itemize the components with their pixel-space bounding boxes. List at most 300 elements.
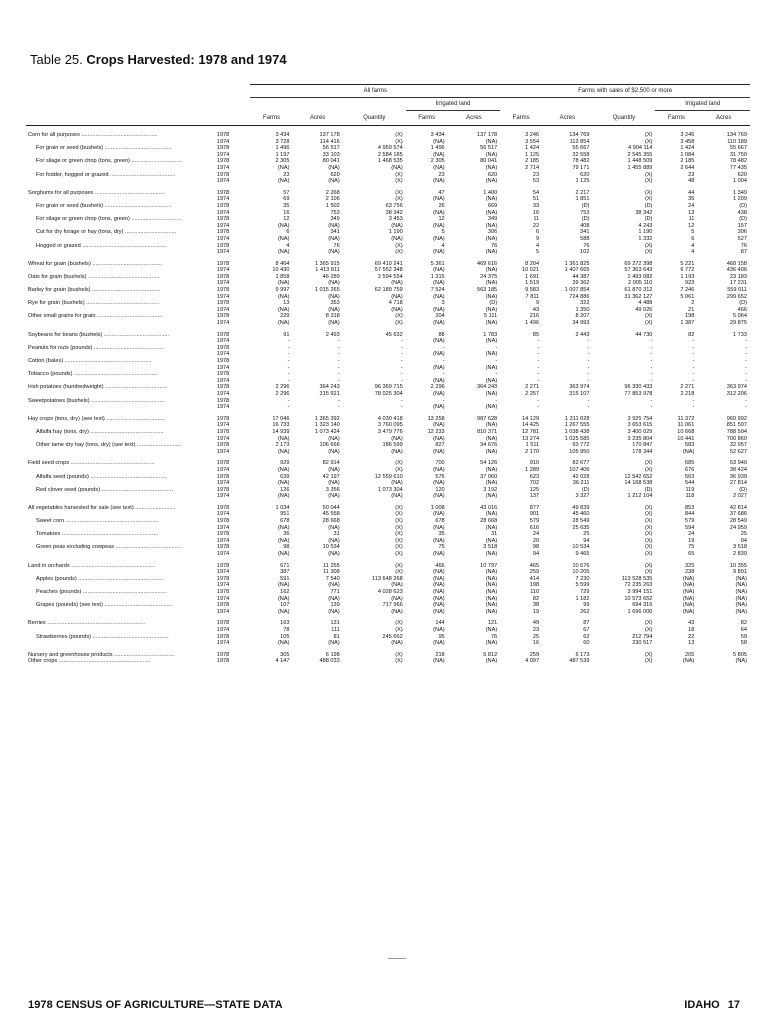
- table-cell: (X): [395, 242, 403, 249]
- table-cell: 72 235 263: [624, 582, 653, 589]
- table-cell: 1 424: [680, 145, 695, 152]
- table-cell: 10 534: [572, 544, 590, 551]
- row-year: 1978: [216, 428, 230, 435]
- table-cell: -: [400, 351, 403, 358]
- table-cell: (X): [395, 178, 403, 185]
- row-label-text: Apples (pounds) .......................................................: [36, 575, 164, 582]
- table-cell: 7 524: [430, 287, 445, 294]
- table-cell: (NA): [433, 390, 445, 397]
- row-label: [26, 436, 215, 443]
- table-cell: (NA): [328, 466, 340, 473]
- table-cell: 42 028: [572, 473, 590, 480]
- table-cell: 1 073 424: [314, 428, 340, 435]
- col-header: Farms: [500, 111, 542, 126]
- row-year: 1978: [216, 358, 230, 364]
- table-cell: 218: [435, 651, 445, 658]
- table-cell: -: [537, 371, 540, 378]
- table-cell: 99: [583, 602, 590, 609]
- table-cell: -: [650, 377, 653, 384]
- table-cell: 306: [737, 229, 747, 236]
- table-cell: -: [287, 371, 290, 378]
- table-cell: (NA): [485, 435, 498, 442]
- table-cell: 78 482: [572, 158, 590, 165]
- table-cell: (NA): [485, 589, 498, 595]
- table-cell: 91: [283, 331, 290, 338]
- table-cell: -: [495, 397, 498, 404]
- table-row: [26, 442, 750, 449]
- table-cell: 325: [685, 562, 695, 569]
- table-cell: 12 542 652: [624, 473, 653, 480]
- table-cell: 1 511: [525, 442, 540, 449]
- table-cell: 2 296: [275, 390, 290, 397]
- table-cell: 1 289: [525, 466, 540, 473]
- col-header: Acres: [697, 111, 750, 126]
- table-cell: 6: [691, 235, 695, 242]
- table-cell: 729: [580, 589, 590, 595]
- row-label: [26, 391, 215, 398]
- row-year: 1978: [216, 473, 230, 480]
- row-year: 1978: [216, 651, 230, 658]
- table-cell: 28 668: [480, 518, 498, 525]
- table-cell: -: [495, 344, 498, 351]
- table-cell: -: [442, 371, 445, 378]
- table-cell: (NA): [277, 582, 290, 589]
- table-cell: (NA): [433, 582, 445, 589]
- table-cell: 4 488: [638, 300, 653, 307]
- table-cell: (X): [644, 189, 653, 196]
- table-cell: (NA): [328, 537, 340, 544]
- table-cell: 671: [280, 562, 290, 569]
- table-cell: 1 468 535: [377, 158, 403, 165]
- table-cell: 2 493 082: [627, 273, 653, 280]
- table-cell: 487 539: [569, 658, 590, 665]
- row-year: 1978: [216, 397, 230, 404]
- table-cell: 162: [280, 589, 290, 595]
- table-cell: (NA): [433, 435, 445, 442]
- table-cell: 57: [283, 189, 290, 196]
- table-cell: (NA): [328, 249, 340, 256]
- table-cell: 436 406: [726, 267, 747, 274]
- table-cell: 10 205: [572, 569, 590, 576]
- table-cell: (NA): [277, 435, 290, 442]
- table-cell: (NA): [433, 589, 445, 595]
- table-row: [26, 243, 750, 250]
- table-cell: 753: [330, 209, 340, 216]
- row-year: 1974: [216, 569, 230, 576]
- row-year: 1974: [216, 377, 230, 384]
- table-cell: 205: [685, 651, 695, 658]
- table-cell: (D): [489, 300, 498, 307]
- table-cell: 1 496: [430, 145, 445, 152]
- row-label: [26, 236, 215, 243]
- table-cell: 26: [438, 202, 445, 209]
- row-year: 1978: [216, 460, 230, 467]
- table-cell: 408: [580, 222, 590, 229]
- table-cell: 414: [529, 575, 540, 582]
- table-cell: 2 305: [275, 158, 290, 165]
- table-row: [26, 327, 750, 339]
- table-cell: 3 246: [525, 132, 540, 138]
- table-cell: 56 517: [322, 145, 340, 152]
- table-cell: 62: [583, 633, 590, 640]
- table-cell: (X): [395, 531, 403, 538]
- table-row: [26, 518, 750, 525]
- table-cell: 3 434: [430, 132, 445, 138]
- table-cell: (NA): [328, 280, 340, 287]
- table-cell: 110 189: [727, 138, 747, 145]
- row-label: [26, 158, 215, 165]
- table-row: [26, 658, 750, 665]
- row-year: 1978: [216, 620, 230, 627]
- table-cell: 4: [691, 249, 695, 256]
- table-cell: -: [537, 351, 540, 358]
- table-cell: 23: [532, 171, 540, 178]
- table-cell: 80 041: [480, 158, 498, 165]
- table-cell: 80 041: [322, 158, 340, 165]
- table-cell: 341: [330, 229, 340, 236]
- table-cell: (D): [581, 216, 590, 223]
- row-label: [26, 531, 215, 538]
- row-year: 1974: [216, 178, 230, 185]
- table-row: [26, 172, 750, 179]
- row-label: [26, 345, 215, 352]
- table-row: [26, 455, 750, 467]
- table-cell: 2 005 110: [627, 280, 653, 287]
- table-cell: (NA): [485, 575, 498, 582]
- table-cell: 119: [685, 486, 695, 493]
- row-year: 1974: [216, 435, 230, 442]
- table-cell: (X): [395, 460, 403, 467]
- table-cell: (NA): [433, 178, 445, 185]
- row-label: [26, 615, 215, 627]
- table-cell: 35: [438, 531, 445, 538]
- table-cell: 1 332: [638, 235, 653, 242]
- table-cell: 639: [280, 473, 290, 480]
- table-cell: 3 356: [325, 486, 340, 493]
- row-year: 1974: [216, 595, 230, 602]
- table-cell: (NA): [485, 306, 498, 313]
- table-row: [26, 358, 750, 365]
- table-cell: 53 940: [729, 460, 747, 467]
- row-label: [26, 256, 215, 268]
- table-cell: 3 479 776: [377, 428, 403, 435]
- table-cell: 82: [688, 331, 695, 338]
- table-row: [26, 313, 750, 320]
- table-cell: 3 518: [483, 544, 498, 551]
- table-cell: 3 192: [483, 486, 498, 493]
- row-label: [26, 640, 215, 647]
- table-cell: -: [287, 377, 290, 384]
- table-cell: 620: [580, 171, 590, 178]
- table-cell: (NA): [391, 164, 403, 171]
- table-cell: (NA): [391, 640, 403, 647]
- table-cell: 1 349: [733, 189, 747, 196]
- row-label: [26, 500, 215, 512]
- row-year: 1978: [216, 589, 230, 595]
- table-row: [26, 474, 750, 481]
- table-cell: (NA): [485, 196, 498, 203]
- table-cell: (X): [644, 138, 653, 145]
- table-cell: 341: [580, 229, 590, 236]
- table-cell: (NA): [328, 235, 340, 242]
- row-label: [26, 474, 215, 481]
- table-cell: 1 733: [733, 331, 747, 338]
- table-cell: (X): [395, 537, 403, 544]
- table-cell: 1 125: [525, 151, 540, 158]
- row-year: 1978: [216, 158, 230, 165]
- table-cell: 57 552 348: [374, 267, 403, 274]
- table-cell: (NA): [433, 138, 445, 145]
- table-cell: 63 756: [385, 202, 403, 209]
- table-cell: 38 342: [385, 209, 403, 216]
- row-year: 1974: [216, 267, 230, 274]
- row-label: [26, 274, 215, 281]
- table-cell: 29 875: [729, 320, 747, 327]
- table-cell: 3 994 151: [627, 589, 653, 595]
- table-cell: 10 534: [322, 544, 340, 551]
- table-row: [26, 126, 750, 139]
- table-cell: 23: [438, 171, 445, 178]
- table-cell: 1 424: [525, 145, 540, 152]
- table-cell: (X): [644, 620, 653, 627]
- table-cell: -: [650, 338, 653, 345]
- table-row: [26, 185, 750, 197]
- table-cell: 2 185: [525, 158, 540, 165]
- row-year: 1974: [216, 493, 230, 500]
- table-cell: (NA): [433, 267, 445, 274]
- table-cell: 49 839: [572, 504, 590, 511]
- table-cell: 559 011: [727, 287, 747, 294]
- row-label: [26, 196, 215, 203]
- table-cell: 157: [737, 222, 747, 229]
- row-year: 1974: [216, 209, 230, 216]
- table-cell: (D): [644, 486, 653, 493]
- table-cell: 2 305: [430, 158, 445, 165]
- table-cell: 18: [688, 626, 695, 633]
- table-cell: 28 549: [572, 518, 590, 525]
- row-label-text: Grapes (pounds) (see text) ............................................: [36, 602, 173, 609]
- table-cell: 44: [688, 189, 695, 196]
- row-label: [26, 411, 215, 423]
- table-cell: 678: [435, 518, 445, 525]
- table-cell: 87: [583, 620, 590, 627]
- table-cell: (X): [644, 551, 653, 558]
- row-year: 1978: [216, 384, 230, 391]
- table-row: [26, 558, 750, 570]
- table-cell: (NA): [485, 351, 498, 358]
- table-cell: (NA): [391, 222, 403, 229]
- table-cell: (X): [395, 511, 403, 518]
- table-cell: 19: [532, 608, 540, 615]
- table-cell: -: [692, 364, 695, 371]
- table-cell: 82: [532, 595, 540, 602]
- row-year: 1974: [216, 351, 230, 358]
- table-cell: (NA): [328, 164, 340, 171]
- row-label: [26, 582, 215, 589]
- row-label: [26, 576, 215, 583]
- table-cell: (D): [739, 202, 747, 209]
- table-cell: 3 925 754: [627, 415, 653, 422]
- row-label: [26, 384, 215, 391]
- table-cell: 11 308: [323, 569, 340, 576]
- table-cell: 315 921: [319, 390, 340, 397]
- table-cell: (NA): [485, 537, 498, 544]
- table-cell: 3 458: [680, 138, 695, 145]
- table-cell: 1 311 028: [565, 415, 590, 422]
- table-cell: 230 517: [632, 640, 653, 647]
- table-cell: 12: [438, 216, 445, 223]
- table-cell: (NA): [328, 608, 340, 615]
- table-cell: -: [495, 358, 498, 364]
- row-label: [26, 455, 215, 467]
- row-label: [26, 596, 215, 603]
- table-cell: 16: [283, 209, 290, 216]
- table-cell: 5: [691, 229, 695, 236]
- table-cell: 2 185: [680, 158, 695, 165]
- table-cell: 2 545 355: [627, 151, 653, 158]
- table-cell: (NA): [277, 320, 290, 327]
- table-cell: 6: [536, 229, 540, 236]
- table-cell: 37 686: [729, 511, 747, 518]
- row-label-text: Rye for grain (bushels) ...............................................: [28, 300, 160, 307]
- row-year: 1974: [216, 196, 230, 203]
- table-cell: (X): [644, 466, 653, 473]
- table-cell: 2 296: [430, 384, 445, 391]
- table-cell: -: [745, 371, 747, 378]
- table-cell: 1 038 438: [564, 428, 590, 435]
- table-cell: 305: [280, 651, 290, 658]
- col-header: Farms: [250, 111, 292, 126]
- divider: [388, 958, 406, 959]
- row-label-text: Land in orchards ......................................................: [28, 562, 156, 569]
- table-cell: 468 158: [726, 260, 747, 267]
- row-label-text: Alfalfa seed (pounds) .................................................: [36, 473, 167, 480]
- table-cell: -: [337, 351, 340, 358]
- row-label: [26, 442, 215, 449]
- table-cell: -: [745, 344, 747, 351]
- table-cell: 591: [280, 575, 290, 582]
- table-cell: 37 060: [480, 473, 498, 480]
- table-cell: -: [745, 364, 747, 371]
- table-cell: -: [400, 358, 403, 364]
- table-cell: 45 558: [322, 511, 340, 518]
- table-cell: 3 760 095: [377, 422, 403, 429]
- table-cell: 55 667: [572, 145, 590, 152]
- table-row: [26, 487, 750, 494]
- table-cell: (X): [395, 171, 403, 178]
- table-row: [26, 596, 750, 603]
- table-cell: (NA): [433, 209, 445, 216]
- row-year: 1974: [216, 364, 230, 371]
- table-cell: (NA): [682, 602, 695, 609]
- table-cell: 465: [529, 562, 540, 569]
- table-cell: 3 728: [275, 138, 290, 145]
- table-cell: 951: [280, 511, 290, 518]
- table-cell: (NA): [735, 582, 747, 589]
- table-cell: 78: [283, 626, 290, 633]
- table-cell: (NA): [433, 351, 445, 358]
- table-cell: (X): [395, 518, 403, 525]
- table-cell: 23 183: [729, 273, 747, 280]
- table-cell: (NA): [735, 658, 747, 665]
- table-cell: 6 198: [325, 651, 340, 658]
- table-row: [26, 493, 750, 500]
- table-cell: 910: [529, 460, 540, 467]
- table-cell: (NA): [485, 448, 498, 455]
- table-cell: 5 111: [484, 313, 498, 320]
- table-cell: 4 718: [388, 300, 403, 307]
- table-cell: (NA): [433, 626, 445, 633]
- row-label: [26, 307, 215, 314]
- page-title: [30, 52, 287, 67]
- table-cell: (X): [395, 524, 403, 531]
- row-year: 1978: [216, 189, 230, 196]
- table-cell: 25: [532, 633, 540, 640]
- table-cell: 33 103: [322, 151, 340, 158]
- table-cell: 204: [435, 313, 445, 320]
- table-cell: 702: [529, 480, 540, 487]
- table-cell: (NA): [277, 293, 290, 300]
- table-cell: -: [287, 364, 290, 371]
- row-label: [26, 267, 215, 274]
- table-cell: (X): [644, 242, 653, 249]
- table-cell: (NA): [277, 280, 290, 287]
- row-year: 1978: [216, 202, 230, 209]
- footer-page-number: 17: [727, 999, 740, 1011]
- col-header: Acres: [542, 111, 592, 126]
- table-cell: 1 197: [275, 151, 290, 158]
- table-cell: (NA): [485, 222, 498, 229]
- table-cell: (D): [739, 300, 747, 307]
- table-cell: 4: [691, 242, 695, 249]
- table-cell: 2 584 185: [377, 151, 403, 158]
- row-label-text: For grain or seed (bushels) ...........................................: [36, 145, 172, 152]
- row-label: [26, 493, 215, 500]
- table-cell: (NA): [485, 626, 498, 633]
- table-cell: -: [442, 358, 445, 364]
- table-cell: 2 027: [733, 493, 747, 500]
- table-cell: 5 599: [575, 582, 590, 589]
- table-cell: (NA): [433, 320, 445, 327]
- table-cell: 1 004: [733, 178, 747, 185]
- table-row: [26, 422, 750, 429]
- table-cell: 105 950: [569, 448, 590, 455]
- table-cell: -: [692, 397, 695, 404]
- table-row: [26, 320, 750, 327]
- table-cell: 13 258: [427, 415, 445, 422]
- row-label: [26, 320, 215, 327]
- table-cell: 2 443: [575, 331, 590, 338]
- row-year: 1978: [216, 562, 230, 569]
- table-row: [26, 640, 750, 647]
- table-cell: 82: [740, 620, 747, 627]
- table-years: 1978 and 1974: [198, 52, 287, 67]
- table-cell: (NA): [391, 480, 403, 487]
- table-cell: 31 362 127: [624, 293, 653, 300]
- table-cell: 36: [283, 531, 290, 538]
- row-year: 1978: [216, 486, 230, 493]
- table-row: [26, 384, 750, 391]
- table-row: [26, 178, 750, 185]
- table-cell: 111: [331, 626, 340, 633]
- table-row: [26, 223, 750, 230]
- table-cell: 139: [330, 602, 340, 609]
- table-cell: -: [650, 397, 653, 404]
- table-cell: 2 173: [275, 442, 290, 449]
- table-cell: 69: [283, 196, 290, 203]
- row-label-text: Oats for grain (bushels) ..............................................: [28, 273, 160, 280]
- table-cell: -: [587, 397, 590, 404]
